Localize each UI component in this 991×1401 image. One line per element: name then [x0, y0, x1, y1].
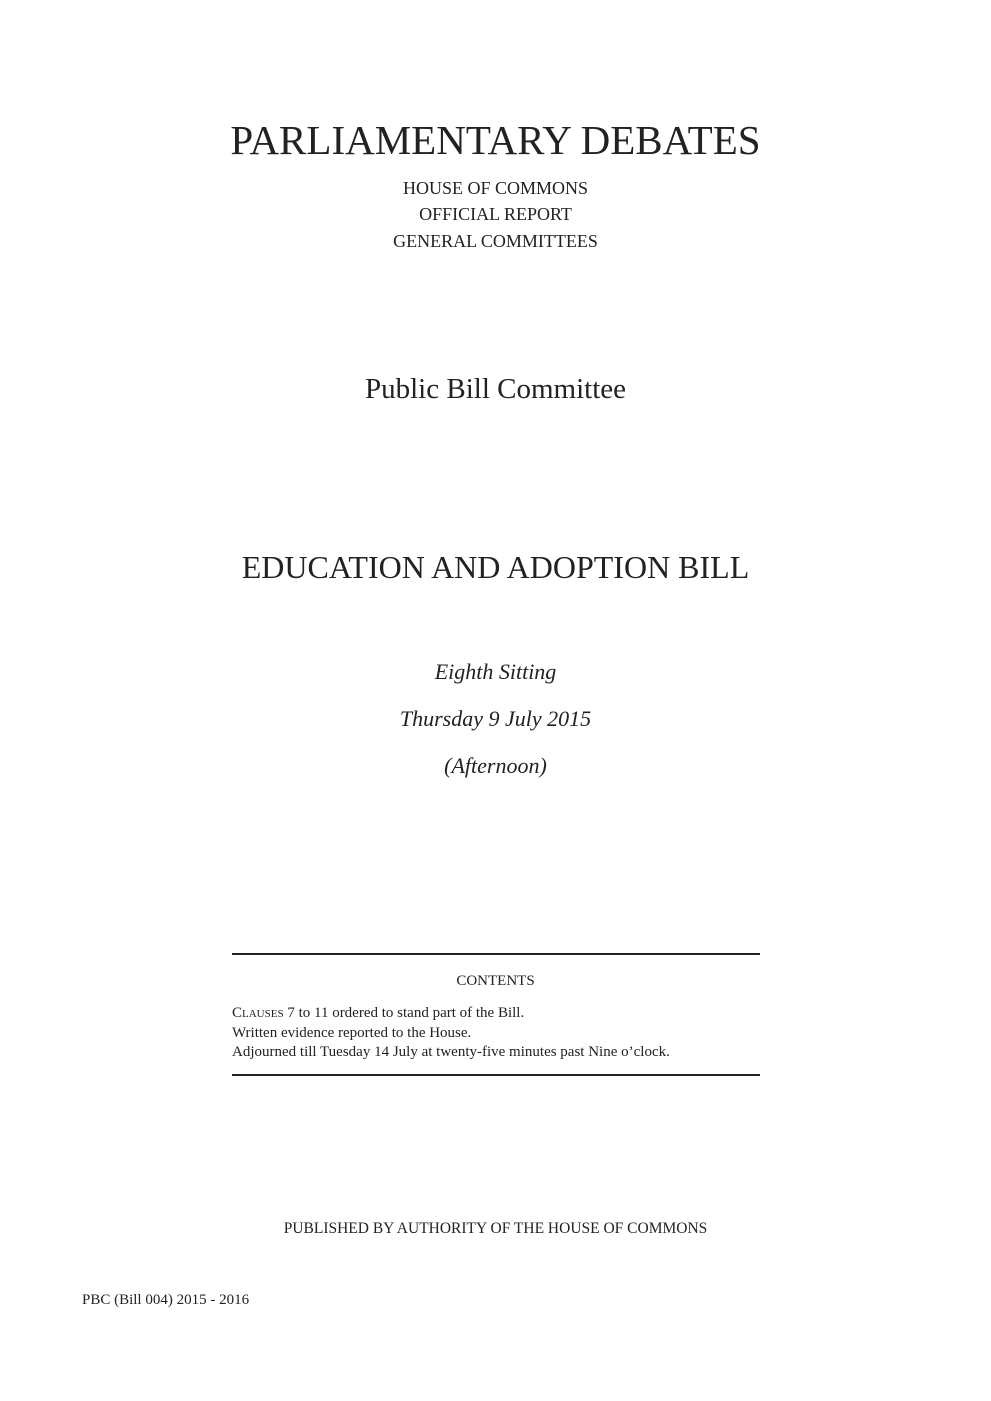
publisher-statement: PUBLISHED BY AUTHORITY OF THE HOUSE OF COMMONS	[283, 1220, 708, 1237]
sitting-date: Thursday 9 July 2015	[399, 706, 592, 731]
contents-item: Written evidence reported to the House.	[232, 1024, 472, 1041]
contents-item-text: 7 to 11 ordered to stand part of the Bill.	[283, 1005, 525, 1021]
committees-label: GENERAL COMMITTEES	[393, 231, 598, 251]
sitting-name: Eighth Sitting	[434, 659, 557, 684]
document-title: PARLIAMENTARY DEBATES	[230, 117, 761, 163]
document-reference: PBC (Bill 004) 2015 - 2016	[82, 1292, 250, 1308]
bill-title: EDUCATION AND ADOPTION BILL	[241, 549, 750, 585]
committee-name: Public Bill Committee	[365, 373, 626, 405]
contents-heading: CONTENTS	[456, 973, 535, 989]
contents-item-lead: Clauses	[232, 1005, 284, 1021]
contents-item: Adjourned till Tuesday 14 July at twenty-five minutes past Nine o’clock.	[232, 1044, 670, 1060]
sitting-session: (Afternoon)	[444, 753, 547, 778]
contents-list	[232, 1004, 670, 1063]
contents-top-rule	[232, 953, 760, 955]
house-label: HOUSE OF COMMONS	[402, 178, 589, 198]
contents-item	[232, 1004, 670, 1024]
contents-bottom-rule	[232, 1074, 760, 1076]
report-label: OFFICIAL REPORT	[419, 204, 572, 224]
